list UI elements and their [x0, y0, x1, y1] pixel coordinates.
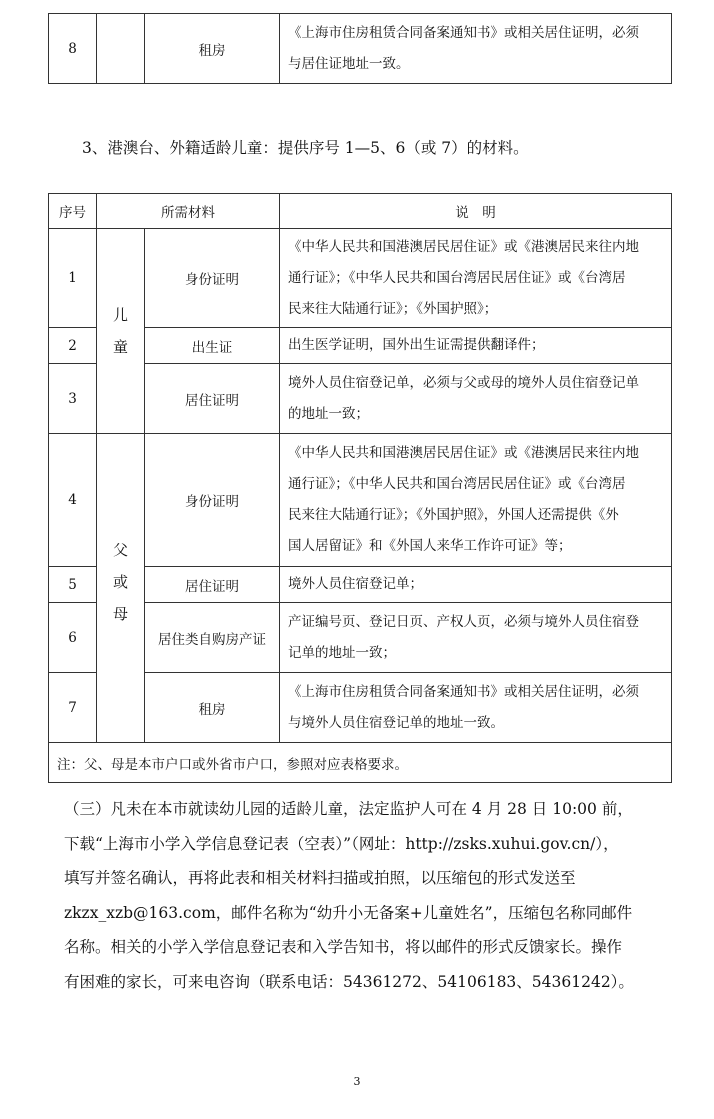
description-cell — [280, 434, 672, 567]
group-parent-char: 父 — [112, 541, 128, 559]
description-line: 《上海市住房租赁合同备案通知书》或相关居住证明，必须 — [288, 683, 639, 700]
group-cell — [97, 14, 145, 84]
paragraph-line: 名称。相关的小学入学信息登记表和入学告知书，将以邮件的形式反馈家长。操作 — [64, 938, 623, 956]
material-cell: 租房 — [145, 673, 280, 743]
paragraph-line: 填写并签名确认，再将此表和相关材料扫描或拍照，以压缩包的形式发送至 — [64, 869, 576, 887]
description-line: 《中华人民共和国港澳居民居住证》或《港澳居民来往内地 — [288, 445, 639, 461]
material-cell: 居住证明 — [145, 567, 280, 603]
row-number: 5 — [49, 567, 97, 603]
group-parent — [97, 434, 145, 743]
section-intro: 3、港澳台、外籍适龄儿童：提供序号 1—5、6（或 7）的材料。 — [82, 139, 529, 157]
group-parent-char: 或 — [112, 573, 128, 591]
description-cell — [280, 328, 672, 364]
paragraph-line: zkzx_xzb@163.com，邮件名称为“幼升小无备案+儿童姓名”，压缩包名称同邮件 — [64, 903, 633, 922]
description-cell — [280, 364, 672, 434]
description-line: 通行证》；《中华人民共和国台湾居民居住证》或《台湾居 — [288, 476, 626, 492]
group-parent-char: 母 — [112, 605, 128, 623]
row-number: 8 — [49, 14, 97, 84]
row-number: 4 — [49, 434, 97, 567]
row-number: 3 — [49, 364, 97, 434]
header-number: 序号 — [49, 194, 97, 229]
description-line: 与境外人员住宿登记单的地址一致。 — [288, 714, 504, 731]
description-line: 产证编号页、登记日页、产权人页，必须与境外人员住宿登 — [288, 613, 639, 630]
paragraph-line: 有困难的家长，可来电咨询（联系电话：54361272、54106183、54361242）。 — [64, 972, 634, 991]
table-row — [49, 434, 672, 567]
description-cell — [280, 14, 672, 84]
description-line: 民来往大陆通行证》；《外国护照》； — [288, 300, 498, 317]
description-line: 通行证》；《中华人民共和国台湾居民居住证》或《台湾居 — [288, 269, 626, 286]
material-cell: 身份证明 — [145, 229, 280, 328]
description-line: 境外人员住宿登记单； — [288, 576, 423, 592]
page-number: 3 — [353, 1075, 361, 1088]
description-line: 记单的地址一致； — [288, 644, 396, 661]
group-child-char: 儿 — [112, 306, 128, 324]
row-number: 1 — [49, 229, 97, 328]
table-continuation — [48, 13, 672, 84]
material-cell: 居住证明 — [145, 364, 280, 434]
header-material: 所需材料 — [97, 194, 280, 229]
material-cell: 居住类自购房产证 — [145, 603, 280, 673]
materials-table — [48, 193, 672, 783]
description-cell — [280, 567, 672, 603]
description-cell — [280, 673, 672, 743]
paragraph-line: 下载“上海市小学入学信息登记表（空表）”（网址：http://zsks.xuhui.gov.cn/）， — [64, 834, 619, 853]
description-line: 《中华人民共和国港澳居民居住证》或《港澳居民来往内地 — [288, 238, 639, 255]
description-line: 《上海市住房租赁合同备案通知书》或相关居住证明，必须 — [288, 24, 639, 41]
material-cell: 出生证 — [145, 328, 280, 364]
description-line: 民来往大陆通行证》；《外国护照》，外国人还需提供《外 — [288, 507, 619, 523]
material-cell: 身份证明 — [145, 434, 280, 567]
description-cell — [280, 229, 672, 328]
group-child-char: 童 — [112, 338, 128, 356]
table-note-row — [49, 743, 672, 783]
material-cell: 租房 — [145, 14, 280, 84]
table-row — [49, 14, 672, 84]
description-line: 国人居留证》和《外国人来华工作许可证》等； — [288, 538, 572, 554]
row-number: 6 — [49, 603, 97, 673]
body-paragraph — [64, 792, 684, 999]
header-description: 说 明 — [280, 194, 672, 229]
table-note: 注：父、母是本市户口或外省市户口，参照对应表格要求。 — [49, 743, 672, 783]
row-number: 7 — [49, 673, 97, 743]
table-row — [49, 229, 672, 328]
description-line: 与居住证地址一致。 — [288, 55, 410, 72]
table-header-row — [49, 194, 672, 229]
description-line: 境外人员住宿登记单，必须与父或母的境外人员住宿登记单 — [288, 374, 639, 391]
group-child — [97, 229, 145, 434]
description-line: 出生医学证明，国外出生证需提供翻译件； — [288, 337, 545, 353]
paragraph-line: （三）凡未在本市就读幼儿园的适龄儿童，法定监护人可在 4 月 28 日 10:00 前， — [64, 800, 633, 818]
row-number: 2 — [49, 328, 97, 364]
description-cell — [280, 603, 672, 673]
description-line: 的地址一致； — [288, 405, 369, 422]
